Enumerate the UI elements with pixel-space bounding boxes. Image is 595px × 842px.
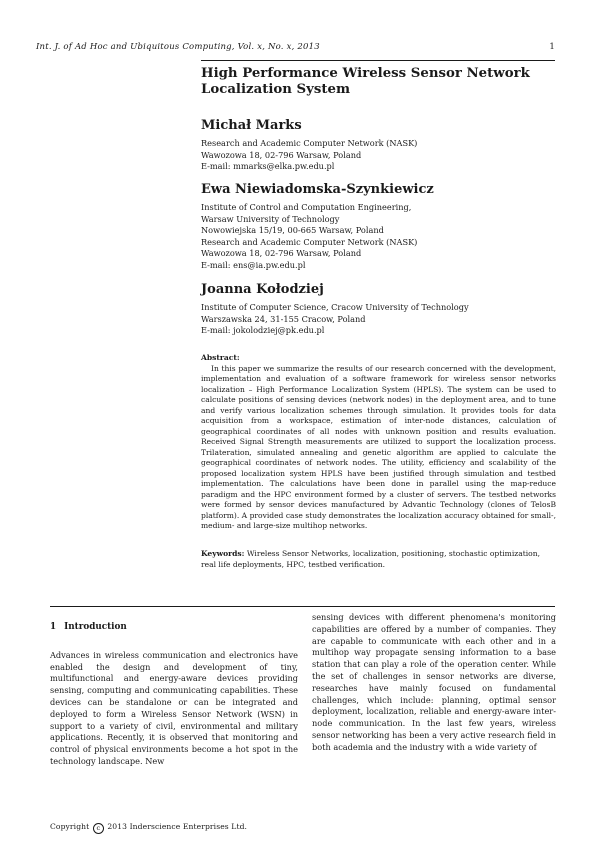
affiliation-line: Warsaw University of Technology <box>201 213 340 224</box>
author-block-2 <box>201 182 556 272</box>
author-email: E-mail: ens@ia.pw.edu.pl <box>201 259 306 270</box>
title-line-1: High Performance Wireless Sensor Network <box>201 66 530 81</box>
body-paragraph: Advances in wireless communication and electronics have enabled the design and development of tiny, multifunctional and energy-aware devices providing sensing, computing and communicating capabilities. These devices can be standalone or can be integrated and deployed to form a Wireless Sensor Network (WSN) in support to a variety of civil, environmental and military applications. Recently, it is observed that monitoring and control of physical environments become a hot spot in the technology landscape. New <box>50 649 298 766</box>
author-block-3 <box>201 282 556 337</box>
journal-citation: Int. J. of Ad Hoc and Ubiquitous Computing, Vol. x, No. x, 2013 <box>36 42 320 52</box>
left-column <box>50 622 298 768</box>
abstract-label: Abstract: <box>201 353 240 362</box>
keywords-text: Wireless Sensor Networks, localization, positioning, stochastic optimization, real life deployments, HPC, testbed verification. <box>201 549 540 569</box>
author-email: E-mail: mmarks@elka.pw.edu.pl <box>201 161 335 172</box>
running-header <box>36 42 555 52</box>
author-name: Joanna Kołodziej <box>201 282 324 297</box>
copyright-text: 2013 Inderscience Enterprises Ltd. <box>107 822 248 831</box>
copyright-icon: c <box>93 823 104 834</box>
title-line-2: Localization System <box>201 82 351 97</box>
section-number: 1 <box>50 622 57 632</box>
affiliation-line: Wawozowa 18, 02-796 Warsaw, Poland <box>201 248 362 259</box>
affiliation-line: Wawozowa 18, 02-796 Warsaw, Poland <box>201 149 362 160</box>
author-name: Ewa Niewiadomska-Szynkiewicz <box>201 182 434 197</box>
section-heading <box>50 622 298 634</box>
affiliation-line: Warszawska 24, 31-155 Cracow, Poland <box>201 313 366 324</box>
abstract <box>201 353 556 532</box>
affiliation-line: Research and Academic Computer Network (NASK) <box>201 138 418 148</box>
section-divider <box>50 606 555 607</box>
copyright-prefix: Copyright <box>50 822 90 831</box>
page-number: 1 <box>549 42 555 52</box>
abstract-text: In this paper we summarize the results of our research concerned with the development, implementation and evaluation of a software framework for wireless sensor networks localization – High Performance Localization System (HPLS). The system can be used to calculate positions of sensing devices (network nodes) in the deployment area, and to tune and verify various localization schemes through simulation. It provides tools for data acquisition from a workspace, estimation of inter-node distances, calculation of geographical coordinates of all nodes with unknown position and results evaluation. Received Signal Strength measurements are utilized to support the localization process. Trilateration, simulated annealing and genetic algorithm are applied to calculate the geographical coordinates of network nodes. The utility, efficiency and scalability of the proposed localization system HPLS have been justified through simulation and testbed implementation. The calculations have been done in parallel using the map-reduce paradigm and the HPC environment formed by a cluster of servers. The testbed networks were formed by sensor devices manufactured by Advantic Technology (clones of TelosB platform). A provided case study demonstrates the localization accuracy obtained for small-, medium- and large-size multihop networks. <box>201 363 556 530</box>
affiliation-line: Institute of Control and Computation Engineering, <box>201 202 412 212</box>
author-name: Michał Marks <box>201 118 302 133</box>
affiliation-line: Nowowiejska 15/19, 00-665 Warsaw, Poland <box>201 225 384 236</box>
body-paragraph: sensing devices with different phenomena's monitoring capabilities are offered by a number of companies. They are capable to communicate with each other and in a multihop way propagate sensing information to a base station that can play a role of the operation center. While the set of challenges in sensor networks are diverse, researches have mainly focused on fundamental challenges, which include: planning, optimal sensor deployment, localization, reliable and energy-aware inter-node communication. In the last few years, wireless sensor networking has been a very active research field in both academia and the industry with a wide variety of <box>312 612 556 752</box>
affiliation-line: Institute of Computer Science, Cracow University of Technology <box>201 302 469 312</box>
title-rule <box>201 60 555 61</box>
author-block-1 <box>201 118 556 173</box>
section-title: Introduction <box>64 622 127 632</box>
affiliation-line: Research and Academic Computer Network (NASK) <box>201 236 418 247</box>
copyright-footer <box>50 822 247 834</box>
paper-title <box>201 66 541 98</box>
keywords <box>201 549 556 570</box>
author-email: E-mail: jokolodziej@pk.edu.pl <box>201 325 325 336</box>
right-column <box>312 612 556 754</box>
keywords-label: Keywords: <box>201 549 245 558</box>
